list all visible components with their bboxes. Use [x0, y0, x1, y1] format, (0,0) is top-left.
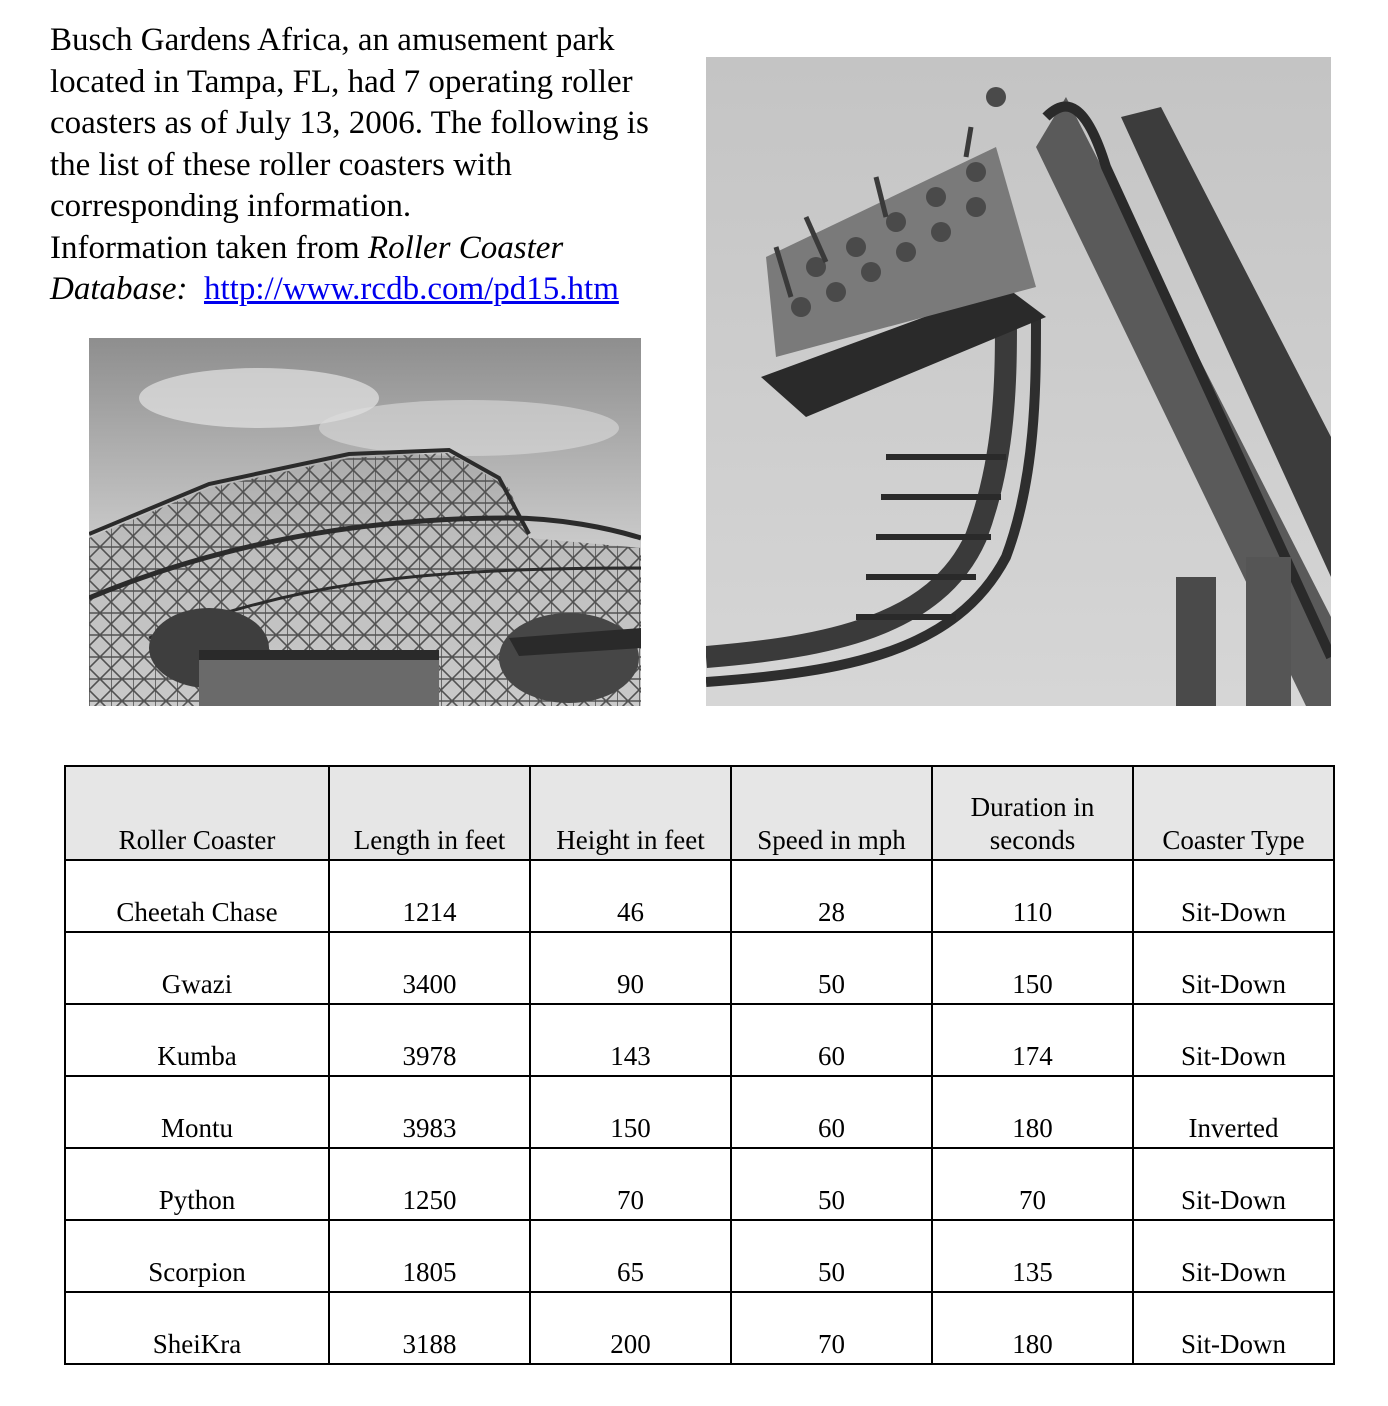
header-length: Length in feet: [329, 766, 530, 860]
cell-type: Sit-Down: [1133, 1292, 1334, 1364]
intro-paragraph: [50, 20, 690, 311]
cell-name: Scorpion: [65, 1220, 329, 1292]
cell-speed: 50: [731, 1148, 932, 1220]
cell-height: 200: [530, 1292, 731, 1364]
cell-height: 65: [530, 1220, 731, 1292]
cell-name: Montu: [65, 1076, 329, 1148]
cell-length: 3188: [329, 1292, 530, 1364]
header-coaster-type: Coaster Type: [1133, 766, 1334, 860]
cell-type: Sit-Down: [1133, 1220, 1334, 1292]
table-row: [65, 1076, 1334, 1148]
table-row: [65, 1148, 1334, 1220]
cell-height: 90: [530, 932, 731, 1004]
cell-length: 1250: [329, 1148, 530, 1220]
cell-height: 70: [530, 1148, 731, 1220]
cell-length: 3978: [329, 1004, 530, 1076]
roller-coaster-table: [64, 765, 1335, 1365]
header-roller-coaster: Roller Coaster: [65, 766, 329, 860]
table-header-row: [65, 766, 1334, 860]
table-row: [65, 1004, 1334, 1076]
cell-duration: 70: [932, 1148, 1133, 1220]
cell-type: Sit-Down: [1133, 1004, 1334, 1076]
cell-name: Python: [65, 1148, 329, 1220]
cell-duration: 174: [932, 1004, 1133, 1076]
cell-type: Sit-Down: [1133, 860, 1334, 932]
table-row: [65, 932, 1334, 1004]
table-row: [65, 860, 1334, 932]
cell-height: 150: [530, 1076, 731, 1148]
cell-length: 3400: [329, 932, 530, 1004]
wooden-roller-coaster-photo: [89, 338, 641, 706]
header-duration: Duration in seconds: [932, 766, 1133, 860]
cell-duration: 110: [932, 860, 1133, 932]
cell-speed: 70: [731, 1292, 932, 1364]
cell-height: 143: [530, 1004, 731, 1076]
cell-duration: 180: [932, 1292, 1133, 1364]
cell-speed: 60: [731, 1076, 932, 1148]
cell-length: 1214: [329, 860, 530, 932]
cell-speed: 28: [731, 860, 932, 932]
cell-speed: 50: [731, 932, 932, 1004]
intro-description: Busch Gardens Africa, an amusement park located in Tampa, FL, had 7 operating roller coasters as of July 13, 2006. The following is the list of these roller coasters with corresponding information.: [50, 22, 649, 224]
cell-speed: 50: [731, 1220, 932, 1292]
cell-length: 1805: [329, 1220, 530, 1292]
cell-name: Kumba: [65, 1004, 329, 1076]
source-prefix: Information taken from: [50, 229, 360, 266]
cell-duration: 135: [932, 1220, 1133, 1292]
source-title: Roller Coaster Database:: [50, 229, 564, 307]
table-row: [65, 1220, 1334, 1292]
cell-name: Cheetah Chase: [65, 860, 329, 932]
cell-type: Sit-Down: [1133, 932, 1334, 1004]
cell-type: Inverted: [1133, 1076, 1334, 1148]
intro-text: [50, 20, 690, 311]
header-speed: Speed in mph: [731, 766, 932, 860]
header-height: Height in feet: [530, 766, 731, 860]
cell-height: 46: [530, 860, 731, 932]
cell-name: SheiKra: [65, 1292, 329, 1364]
cell-duration: 180: [932, 1076, 1133, 1148]
inverted-roller-coaster-photo: [706, 57, 1331, 706]
source-link[interactable]: http://www.rcdb.com/pd15.htm: [203, 271, 619, 307]
cell-speed: 60: [731, 1004, 932, 1076]
cell-name: Gwazi: [65, 932, 329, 1004]
table-row: [65, 1292, 1334, 1364]
cell-length: 3983: [329, 1076, 530, 1148]
cell-type: Sit-Down: [1133, 1148, 1334, 1220]
cell-duration: 150: [932, 932, 1133, 1004]
